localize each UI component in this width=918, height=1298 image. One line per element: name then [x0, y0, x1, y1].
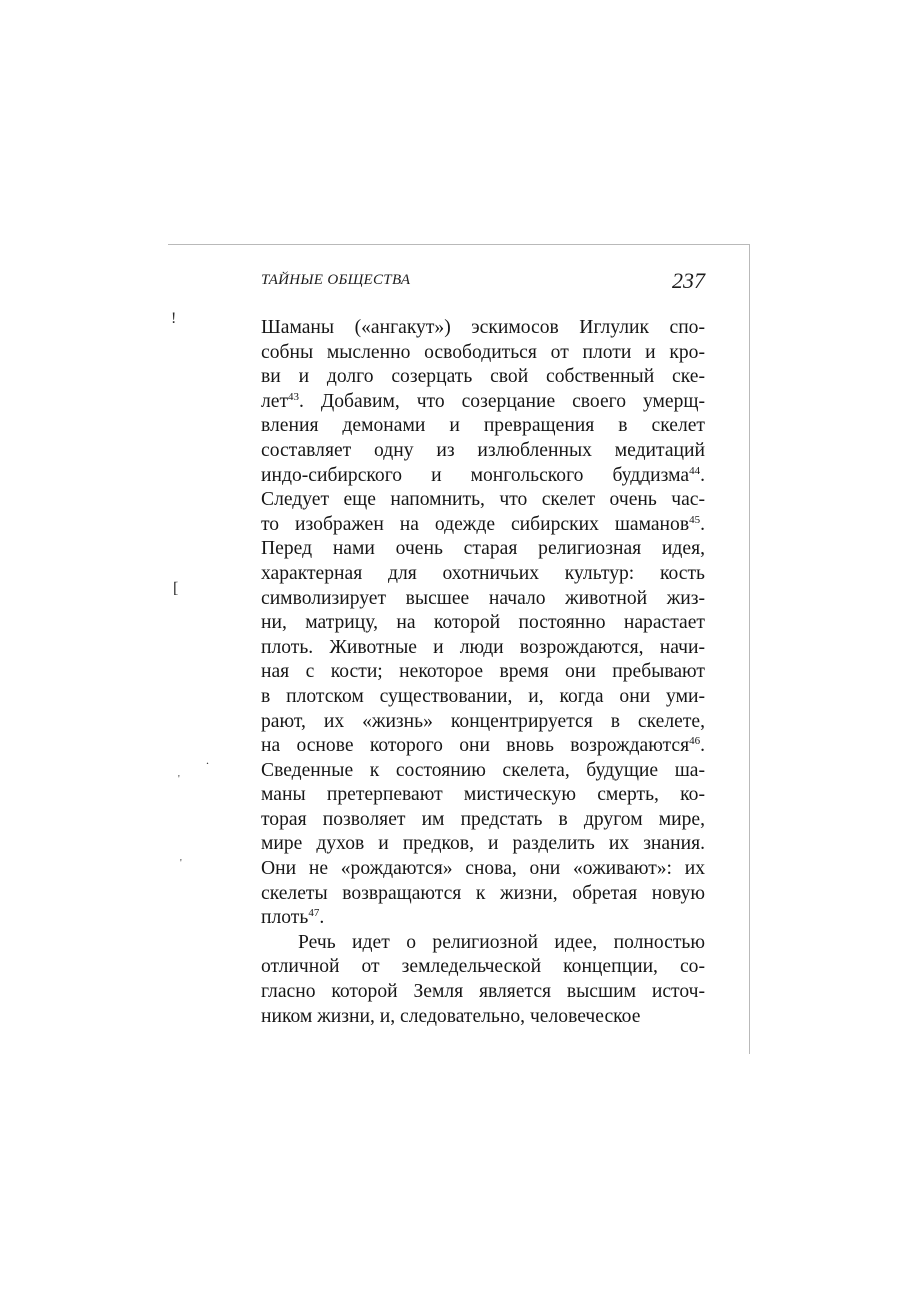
text-line: ником жизни, и, следовательно, человеческое — [261, 1005, 641, 1027]
text-line: Они не «рождаются» снова, они «оживают»: их — [261, 858, 705, 880]
text-line: плоть$^{47}$. — [261, 907, 325, 929]
text-line: символизирует высшее начало животной жиз- — [261, 587, 705, 609]
page-edge-right — [749, 244, 750, 1054]
text-line: торая позволяет им предстать в другом мире, — [261, 808, 705, 830]
paragraph — [261, 931, 705, 1029]
text-line: вления демонами и превращения в скелет — [261, 415, 705, 437]
text-line: собны мысленно освободиться от плоти и кро- — [261, 341, 705, 363]
text-line: в плотском существовании, и, когда они уми- — [261, 685, 705, 707]
text-line: Перед нами очень старая религиозная идея, — [261, 538, 705, 560]
text-line: плоть. Животные и люди возрождаются, начи- — [261, 636, 705, 658]
text-line: рают, их «жизнь» концентрируется в скелете, — [261, 710, 705, 732]
margin-mark: ' — [180, 858, 182, 869]
body-text — [261, 316, 705, 1029]
footnote-ref: 45 — [689, 513, 701, 526]
text-line: на основе которого они вновь возрождаются$^{46}$. — [261, 735, 705, 757]
text-line: составляет одну из излюбленных медитаций — [261, 439, 705, 461]
footnote-ref: 43 — [288, 390, 300, 403]
text-line: Шаманы («ангакут») эскимосов Иглулик спо- — [261, 317, 705, 338]
page-number: 237 — [672, 268, 705, 293]
text-line: Сведенные к состоянию скелета, будущие ша- — [261, 759, 705, 781]
text-line: характерная для охотничьих культур: кость — [261, 562, 705, 584]
text-line: маны претерпевают мистическую смерть, ко- — [261, 784, 705, 806]
text-line: лет$^{43}$. Добавим, что созерцание своего умерщ- — [261, 390, 705, 412]
margin-mark: [ — [173, 580, 179, 597]
text-line: отличной от земледельческой концепции, со- — [261, 956, 705, 978]
footnote-ref: 44 — [689, 464, 701, 477]
text-line: Следует еще напомнить, что скелет очень час- — [261, 489, 705, 511]
text-line: ная с кости; некоторое время они пребывают — [261, 661, 705, 683]
running-head: ТАЙНЫЕ ОБЩЕСТВА — [261, 272, 411, 288]
text-line: ни, матрицу, на которой постоянно нарастает — [261, 612, 705, 634]
footnote-ref: 46 — [689, 735, 701, 748]
text-line: мире духов и предков, и разделить их знания. — [261, 833, 705, 855]
paragraph — [261, 316, 705, 931]
text-line: гласно которой Земля является высшим источ- — [261, 981, 705, 1003]
margin-mark: ! — [171, 310, 177, 327]
page-edge-top — [168, 244, 750, 245]
text-line: скелеты возвращаются к жизни, обретая новую — [261, 882, 705, 904]
text-line: Речь идет о религиозной идее, полностью — [298, 931, 705, 953]
margin-mark: ' — [178, 774, 180, 785]
text-line: ви и долго созерцать свой собственный ске- — [261, 366, 705, 388]
text-line: индо-сибирского и монгольского буддизма$^{44}$. — [261, 464, 705, 486]
text-line: то изображен на одежде сибирских шаманов$^{45}$. — [261, 513, 705, 535]
footnote-ref: 47 — [308, 907, 320, 920]
margin-mark: . — [206, 753, 209, 767]
